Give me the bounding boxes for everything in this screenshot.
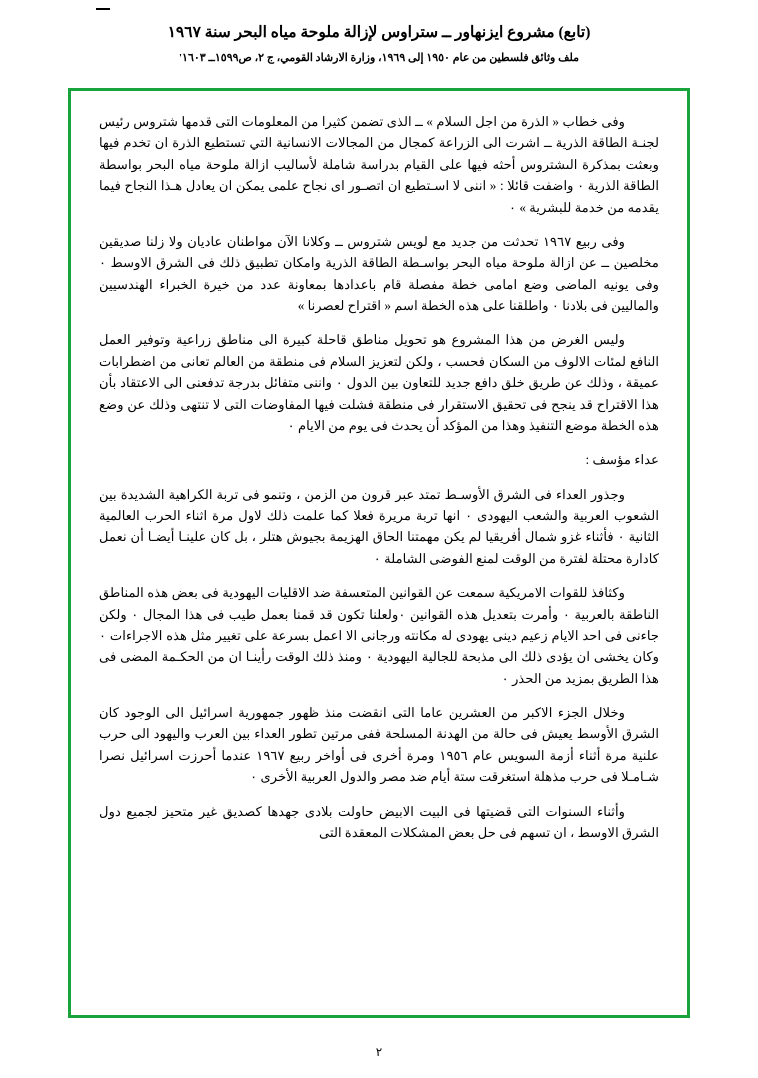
paragraph: وفى خطاب « الذرة من اجل السلام » ــ الذى تضمن كثيرا من المعلومات التى قدمها شتروس رئيس لجنـة الطاقة الذرية ــ اشرت الى الزراعة كمجال من المجالات الانسانية التي تستطيع الذرة ان تخدم فيها وبعثت بمذكرة الىشتروس أحثه فيها على القيام بدراسة شاملة لأساليب ازالة ملوحة مياه البحر بواسطة الطاقة الذرية ٠ واضفت قائلا : « اننى لا اسـتطيع ان اتصـور اى نجاح علمى يمكن ان يعادل هـذا النجاح فيما يقدمه من خدمة للبشرية » ٠ (99, 114, 659, 215)
page-subtitle: ملف وثائق فلسطين من عام ١٩٥٠ إلى ١٩٦٩، وزارة الارشاد القومي، ج ٢، ص١٥٩٩ــ ١٦٠٣' (178, 51, 580, 64)
paragraph: وجذور العداء فى الشرق الأوسـط تمتد عبر قرون من الزمن ، وتنمو فى تربة الكراهية الشديدة بين الشعوب العربية والشعب اليهودى ٠ انها تربة مريرة فعلا كما علمت ذلك لاول مرة اثناء الحرب العالمية الثانية ٠ فأثناء غزو شمال أفريقيا لم يكن مهمتنا الحاق الهزيمة بجيوش هتلر ، بل كان علينـا أيضـا أن نعمل كادارة محتلة لفترة من الوقت لمنع الفوضى الشاملة ٠ (99, 486, 659, 566)
paragraph: وليس الغرض من هذا المشروع هو تحويل مناطق قاحلة كبيرة الى مناطق زراعية وتوفير العمل النافع لمئات الالوف من السكان فحسب ، ولكن لتعزيز السلام فى منطقة من العالم تعانى من اضطرابات عميقة ، وذلك عن طريق خلق دافع جديد للتعاون بين الدول ٠ واننى متفائل بدرجة تدفعنى الى الاعتقاد بأن هذا الاقتراح قد ينجح فى تحقيق الاستقرار فى منطقة فشلت فيها المفاوضات التى لا تنتهى وذلك عن وضع هذه الخطة موضع التنفيذ وهذا من المؤكد أن يحدث فى يوم من الايام ٠ (99, 332, 659, 433)
paragraph: وكثافذ للقوات الامريكية سمعت عن القوانين المتعسفة ضد الاقليات اليهودية فى بعض هذه المناطق الناطقة بالعربية ٠ وأمرت بتعديل هذه القوانين ٠ولعلنا تكون قد قمنا بعمل طيب فى هذا المجال ٠ ولكن جاءنى فى احد الايام زعيم دينى يهودى له مكانته ورجانى الا اعمل بسرعة على تغيير مثل هذه الاجراءات ٠ وكان يخشى ان يؤدى ذلك الى مذبحة للجالية اليهودية ٠ ومنذ ذلك الوقت رأينـا ان من الحكـمة المضى فى هذا الطريق بمزيد من الحذر ٠ (99, 585, 659, 686)
content-frame (68, 88, 690, 1018)
content-body (71, 91, 687, 1015)
document-header (0, 0, 758, 66)
page-number: ٢ (375, 1045, 383, 1059)
paragraph: وفى ربيع ١٩٦٧ تحدثت من جديد مع لويس شتروس ــ وكلانا الآن مواطنان عاديان ولا زلنا صديقين مخلصين ــ عن ازالة ملوحة مياه البحر بواسـطة الطاقة الذرية وامكان تطبيق ذلك فى الشرق الاوسط ٠ وفى يونيه الماضى وضع امامى خطة مفصلة قام باعدادها بمعاونة عدد من خيرة الخبراء الهندسيين والماليين فى بلادنا ٠ واطلقنا على هذه الخطة اسم « اقتراح لعصرنا » (99, 233, 659, 313)
paragraph: وأثناء السنوات التى قضيتها فى البيت الابيض حاولت بلادى جهدها كصديق غير متحيز لجميع دول الشرق الاوسط ، ان تسهم فى حل بعض المشكلات المعقدة التى (99, 803, 659, 840)
section-heading: عداء مؤسف : (585, 452, 659, 468)
page-title: (تابع) مشروع ايزنهاور ــ ستراوس لإزالة ملوحة مياه البحر سنة ١٩٦٧ (167, 24, 591, 41)
top-margin-mark (96, 8, 110, 10)
paragraph: وخلال الجزء الاكبر من العشرين عاما التى انقضت منذ ظهور جمهورية اسرائيل الى الوجود كان الشرق الأوسط يعيش فى حالة من الهدنة المسلحة ففى مرتين تطور العداء بين العرب واليهود الى حرب علنية مرة أثناء أزمة السويس عام ١٩٥٦ ومرة أخرى فى أواخر ربيع ١٩٦٧ عندما أحرزت اسرائيل نصرا شـامـلا فى حرب مذهلة استغرقت ستة أيام ضد مصر والدول العربية الأخرى ٠ (99, 705, 659, 785)
